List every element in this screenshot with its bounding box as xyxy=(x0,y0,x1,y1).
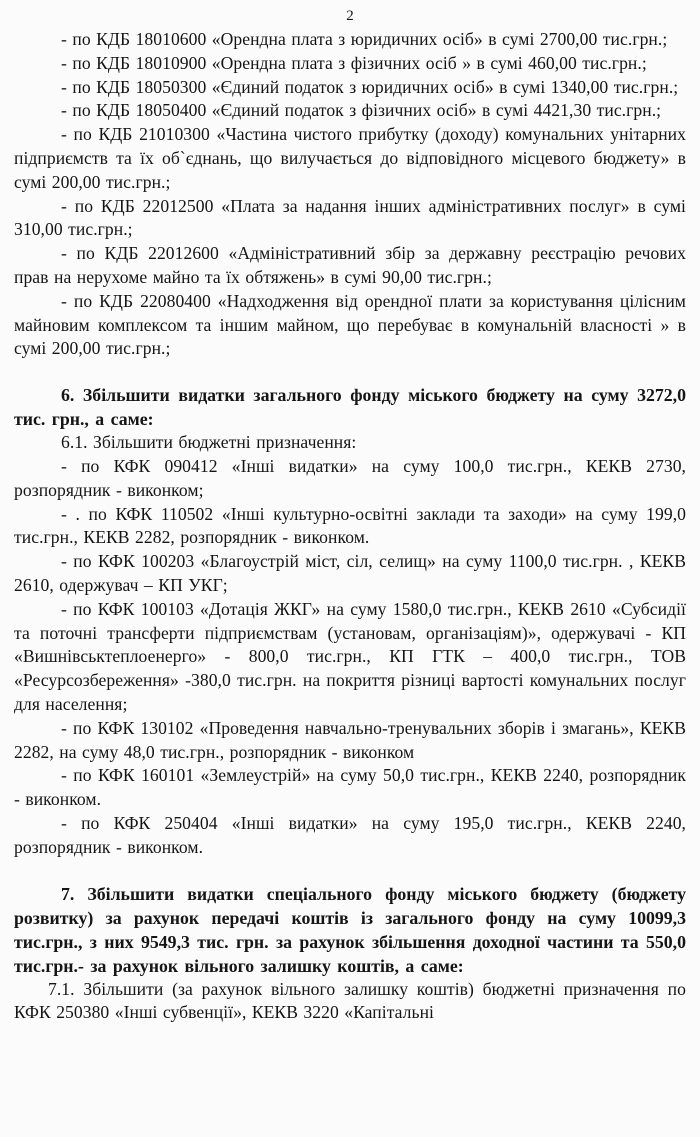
revenue-item: - по КДБ 22012600 «Адміністративний збір за державну реєстрацію речових прав на нерухоме майно та їх обтяжень» в сумі 90,00 тис.грн.; xyxy=(14,243,686,287)
expense-item: - по КФК 090412 «Інші видатки» на суму 100,0 тис.грн., КЕКВ 2730, розпорядник - виконком; xyxy=(14,455,686,500)
document-body xyxy=(14,28,686,1025)
page-number: 2 xyxy=(346,8,354,24)
expense-item: - . по КФК 110502 «Інші культурно-освітні заклади та заходи» на суму 199,0 тис.грн., КЕКВ 2282, розпорядник - виконком. xyxy=(14,503,686,548)
revenue-item: - по КДБ 22080400 «Надходження від орендної плати за користування цілісним майновим комплексом та іншим майном, що перебуває в комунальній власності » в сумі 200,00 тис.грн.; xyxy=(14,290,686,359)
revenue-item: - по КДБ 18010900 «Орендна плата з фізичних осіб » в сумі 460,00 тис.грн.; xyxy=(61,52,647,73)
section-7-heading: 7. Збільшити видатки спеціального фонду міського бюджету (бюджету розвитку) за рахунок передачі коштів із загального фонду на суму 10099,3 тис.грн., з них 9549,3 тис. грн. за рахунок збільшення доходної частини та 550,0 тис.грн.- за рахунок вільного залишку коштів, а саме: xyxy=(14,883,686,976)
expense-item: - по КФК 100103 «Дотація ЖКГ» на суму 1580,0 тис.грн., КЕКВ 2610 «Субсидії та поточні трансферти підприємствам (установам, організаціям)», одержувачі - КП «Вишнівськтеплоенерго» - 800,0 тис.грн., КП ГТК – 400,0 тис.грн., ТОВ «Ресурсозбереження» -380,0 тис.грн. на покриття різниці вартості комунальних послуг для населення; xyxy=(14,598,686,714)
section-6-heading: 6. Збільшити видатки загального фонду міського бюджету на суму 3272,0 тис. грн., а саме: xyxy=(14,385,686,430)
expense-item: - по КФК 160101 «Землеустрій» на суму 50,0 тис.грн., КЕКВ 2240, розпорядник - виконком. xyxy=(14,765,686,810)
section-6-subheading: 6.1. Збільшити бюджетні призначення: xyxy=(61,432,357,453)
expense-item: - по КФК 130102 «Проведення навчально-тренувальних зборів і змагань», КЕКВ 2282, на суму 48,0 тис.грн., розпорядник - виконком xyxy=(14,717,686,762)
revenue-item: - по КДБ 18050300 «Єдиний податок з юридичних осіб» в сумі 1340,00 тис.грн.; xyxy=(61,76,679,97)
expense-item: - по КФК 100203 «Благоустрій міст, сіл, селищ» на суму 1100,0 тис.грн. , КЕКВ 2610, одержувач – КП УКГ; xyxy=(14,551,686,595)
revenue-item: - по КДБ 18010600 «Орендна плата з юридичних осіб» в сумі 2700,00 тис.грн.; xyxy=(61,29,668,49)
expense-item: - по КФК 250404 «Інші видатки» на суму 195,0 тис.грн., КЕКВ 2240, розпорядник - виконком. xyxy=(14,812,686,857)
revenue-item: - по КДБ 22012500 «Плата за надання інших адміністративних послуг» в сумі 310,00 тис.грн.; xyxy=(14,195,686,240)
revenue-item: - по КДБ 18050400 «Єдиний податок з фізичних осіб» в сумі 4421,30 тис.грн.; xyxy=(61,100,662,121)
section-7-subheading: 7.1. Збільшити (за рахунок вільного залишку коштів) бюджетні призначення по КФК 250380 «Інші субвенції», КЕКВ 3220 «Капітальні xyxy=(14,978,686,1023)
revenue-item: - по КДБ 21010300 «Частина чистого прибутку (доходу) комунальних унітарних підприємств та їх об`єднань, що вилучається до відповідного місцевого бюджету» в сумі 200,00 тис.грн.; xyxy=(14,124,686,192)
